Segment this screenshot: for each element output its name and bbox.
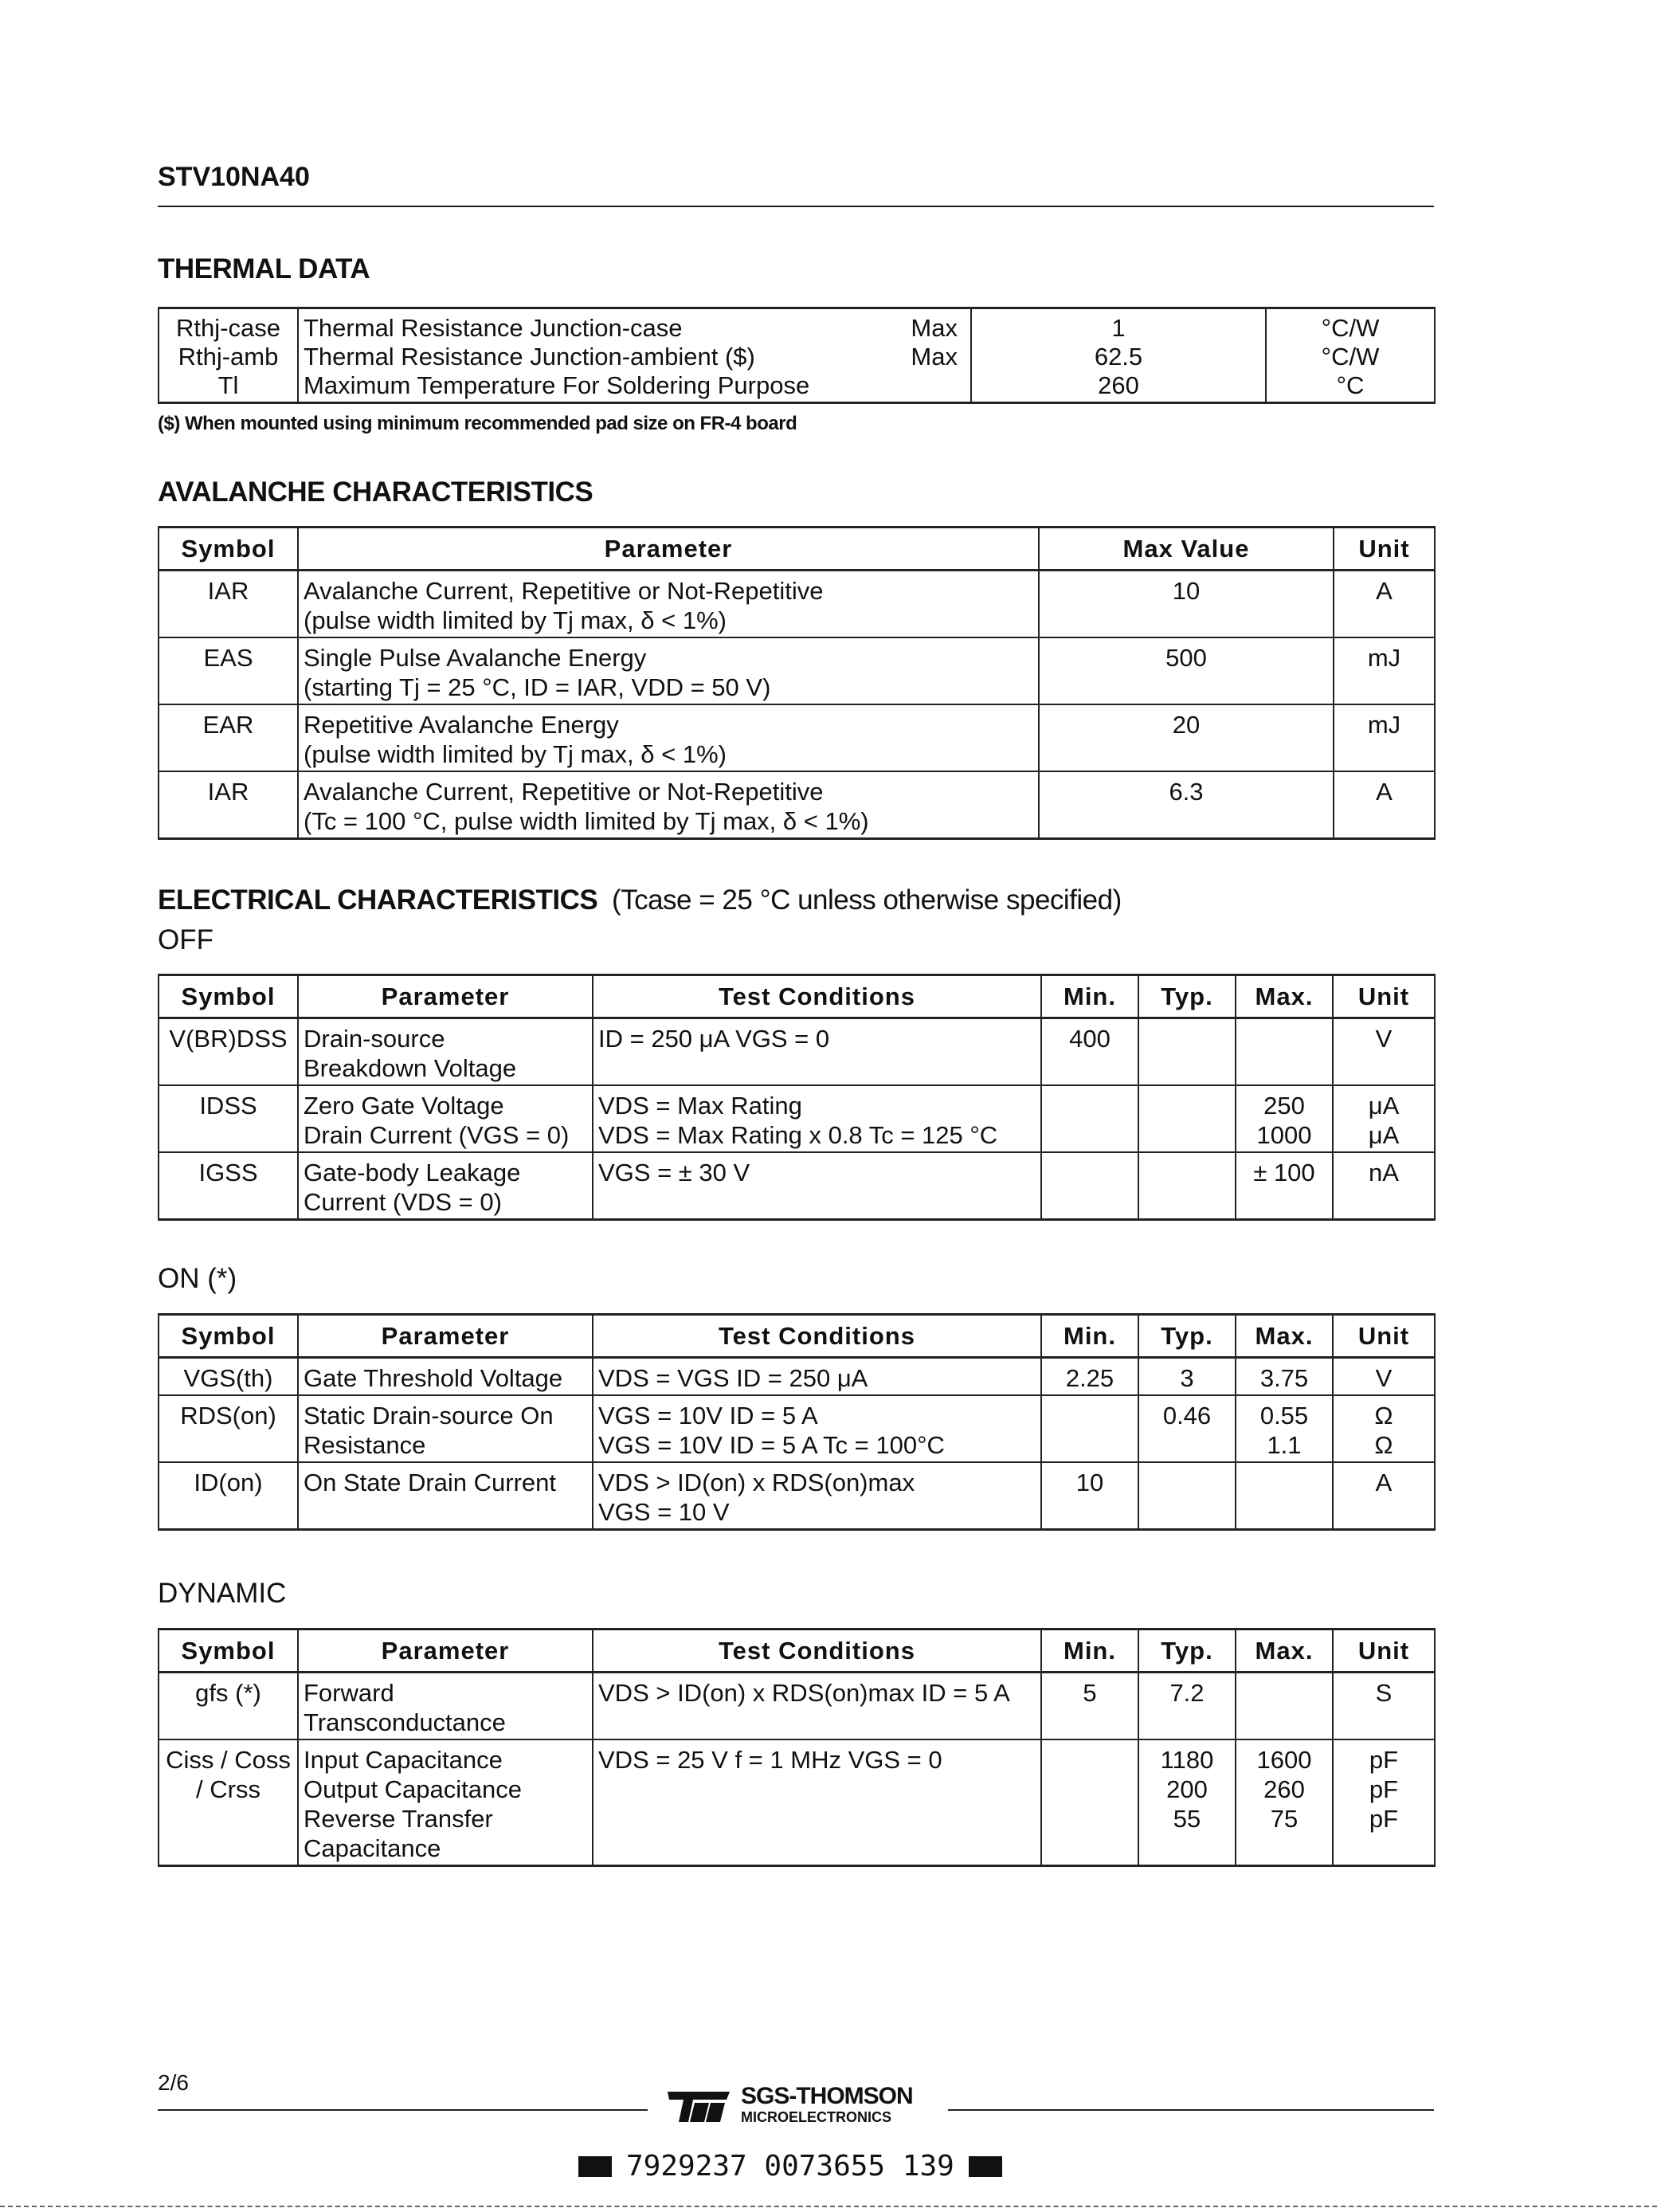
param-line: (pulse width limited by Tj max, δ < 1%) [304,740,727,768]
unit: Ω [1374,1431,1393,1459]
symbol: V(BR)DSS [159,1018,298,1086]
min [1041,1152,1138,1220]
avalanche-section-title: AVALANCHE CHARACTERISTICS [158,477,593,508]
test-line: VDS = Max Rating [598,1092,802,1120]
col-parameter: Parameter [298,528,1039,571]
param-line: Static Drain-source On [304,1402,554,1430]
param-line: (Tc = 100 °C, pulse width limited by Tj max, δ < 1%) [304,807,869,835]
col-min: Min. [1041,1315,1138,1358]
param-line: Single Pulse Avalanche Energy [304,644,647,672]
col-symbol: Symbol [159,528,298,571]
unit: μA [1368,1121,1400,1149]
qual-rthj-amb: Max [911,343,958,371]
test-line: VDS > ID(on) x RDS(on)max ID = 5 A [598,1679,1010,1707]
max: 1600 [1256,1746,1312,1774]
typ [1138,1152,1236,1220]
param-line: Output Capacitance [304,1775,523,1803]
typ [1138,1018,1236,1086]
value-rthj-case: 1 [1111,314,1126,342]
test-line: VDS > ID(on) x RDS(on)max [598,1469,915,1496]
symbol: IGSS [159,1152,298,1220]
symbol: ID(on) [159,1462,298,1530]
electrical-heading [158,884,1122,916]
footer-rule-left [158,2109,648,2111]
value: 10 [1039,571,1334,638]
symbol: IAR [159,771,298,839]
col-test-conditions: Test Conditions [593,1315,1041,1358]
thermal-footnote: ($) When mounted using minimum recommended pad size on FR-4 board [158,413,797,434]
unit: mJ [1334,704,1435,771]
value: 500 [1039,637,1334,704]
unit: A [1333,1462,1435,1530]
value: 6.3 [1039,771,1334,839]
col-min: Min. [1041,975,1138,1018]
col-typ: Typ. [1138,1630,1236,1673]
unit: μA [1368,1092,1400,1120]
company-logo [661,2083,913,2128]
footer-rule-right [948,2109,1434,2111]
black-mark-left [578,2156,612,2177]
param-line: Gate Threshold Voltage [304,1364,563,1392]
unit: Ω [1374,1402,1393,1430]
unit: A [1334,771,1435,839]
col-parameter: Parameter [298,1315,593,1358]
thermal-section-title: THERMAL DATA [158,253,370,284]
symbol: Ciss / Coss / Crss [159,1739,298,1866]
param-line: (starting Tj = 25 °C, ID = IAR, VDD = 50 V) [304,673,771,701]
min: 2.25 [1041,1358,1138,1396]
param-line: (pulse width limited by Tj max, δ < 1%) [304,606,727,634]
typ [1138,1462,1236,1530]
document-code [564,2150,1017,2183]
table-row [159,1085,1435,1152]
test-line: VGS = 10V ID = 5 A Tc = 100°C [598,1431,945,1459]
test-line: VDS = VGS ID = 250 μA [598,1364,868,1392]
value-rthj-amb: 62.5 [1094,343,1143,371]
max: 260 [1263,1775,1305,1803]
param-line: Avalanche Current, Repetitive or Not-Repetitive [304,778,824,806]
table-row [159,637,1435,704]
black-mark-right [969,2156,1002,2177]
param-tl: Maximum Temperature For Soldering Purpose [304,371,810,399]
unit: pF [1369,1805,1399,1833]
symbol-rthj-amb: Rthj-amb [178,343,279,371]
symbol-tl: Tl [217,371,239,399]
col-min: Min. [1041,1630,1138,1673]
dynamic-section-title: DYNAMIC [158,1578,287,1609]
test-line: VDS = Max Rating x 0.8 Tc = 125 °C [598,1121,998,1149]
min: 10 [1041,1462,1138,1530]
qual-rthj-case: Max [911,314,958,342]
unit-tl: °C [1336,371,1365,399]
table-row [159,571,1435,638]
col-max: Max. [1236,1630,1333,1673]
max: 0.55 [1259,1402,1309,1430]
table-row [159,771,1435,839]
test-line: VGS = 10V ID = 5 A [598,1402,818,1430]
typ: 1180 [1160,1746,1214,1774]
col-max-value: Max Value [1039,528,1334,571]
unit: nA [1333,1152,1435,1220]
barcode-text: 7929237 0073655 139 [626,2150,954,2183]
param-line: Zero Gate Voltage [304,1092,504,1120]
col-parameter: Parameter [298,975,593,1018]
max [1236,1462,1333,1530]
off-section-title: OFF [158,924,213,955]
unit: mJ [1334,637,1435,704]
param-line: Drain Current (VGS = 0) [304,1121,570,1149]
table-row [159,1358,1435,1396]
max: ± 100 [1236,1152,1333,1220]
max [1236,1673,1333,1740]
scan-edge-line [0,2206,1657,2209]
table-row [159,1395,1435,1462]
symbol-rthj-case: Rthj-case [176,314,280,342]
col-symbol: Symbol [159,1630,298,1673]
avalanche-table [158,526,1436,840]
param-line: Breakdown Voltage [304,1054,517,1082]
param-rthj-case: Thermal Resistance Junction-case [304,314,683,342]
table-row [159,1739,1435,1866]
param-line: Forward [304,1679,394,1707]
typ: 0.46 [1138,1395,1236,1462]
max: 250 [1263,1092,1305,1120]
off-table [158,974,1436,1221]
col-unit: Unit [1333,1630,1435,1673]
param-line: Resistance [304,1431,426,1459]
unit-rthj-case: °C/W [1321,314,1380,342]
value-tl: 260 [1098,371,1139,399]
col-test-conditions: Test Conditions [593,975,1041,1018]
col-max: Max. [1236,975,1333,1018]
symbol: VGS(th) [159,1358,298,1396]
symbol: RDS(on) [159,1395,298,1462]
symbol: gfs (*) [159,1673,298,1740]
col-test-conditions: Test Conditions [593,1630,1041,1673]
typ: 55 [1173,1805,1201,1833]
unit: A [1334,571,1435,638]
col-parameter: Parameter [298,1630,593,1673]
unit: V [1333,1358,1435,1396]
test-line: VGS = 10 V [598,1498,730,1526]
thermal-table [158,307,1436,404]
table-row [159,1018,1435,1086]
col-unit: Unit [1333,975,1435,1018]
col-typ: Typ. [1138,1315,1236,1358]
test-line: VGS = ± 30 V [598,1159,750,1186]
symbol: IDSS [159,1085,298,1152]
typ [1138,1085,1236,1152]
unit: V [1333,1018,1435,1086]
typ: 200 [1166,1775,1208,1803]
table-row [159,1673,1435,1740]
table-row [159,1152,1435,1220]
col-typ: Typ. [1138,975,1236,1018]
page-title: STV10NA40 [158,162,310,192]
min: 400 [1041,1018,1138,1086]
unit: pF [1369,1746,1399,1774]
param-line: Current (VDS = 0) [304,1188,502,1216]
electrical-condition: (Tcase = 25 °C unless otherwise specified) [611,884,1122,916]
test-line: ID = 250 μA VGS = 0 [598,1025,830,1053]
param-line: Transconductance [304,1708,506,1736]
param-line: Input Capacitance [304,1746,503,1774]
max: 1000 [1256,1121,1312,1149]
table-row [159,1462,1435,1530]
dynamic-table [158,1628,1436,1867]
max [1236,1018,1333,1086]
electrical-section-title: ELECTRICAL CHARACTERISTICS [158,884,598,916]
col-symbol: Symbol [159,975,298,1018]
col-symbol: Symbol [159,1315,298,1358]
max: 3.75 [1236,1358,1333,1396]
col-max: Max. [1236,1315,1333,1358]
param-line: On State Drain Current [304,1469,557,1496]
symbol: EAS [159,637,298,704]
param-line: Repetitive Avalanche Energy [304,711,619,739]
col-unit: Unit [1334,528,1435,571]
page-number: 2/6 [158,2070,189,2095]
param-line: Drain-source [304,1025,445,1053]
header-divider [158,206,1434,207]
unit-rthj-amb: °C/W [1321,343,1380,371]
min [1041,1085,1138,1152]
unit: S [1333,1673,1435,1740]
symbol: IAR [159,571,298,638]
symbol: EAR [159,704,298,771]
logo-name: SGS-THOMSON [741,2083,913,2109]
max: 1.1 [1267,1431,1302,1459]
st-logo-icon [661,2088,733,2125]
param-line: Gate-body Leakage [304,1159,521,1186]
typ: 7.2 [1138,1673,1236,1740]
min: 5 [1041,1673,1138,1740]
max: 75 [1270,1805,1299,1833]
param-rthj-amb: Thermal Resistance Junction-ambient ($) [304,343,755,371]
test-line: VDS = 25 V f = 1 MHz VGS = 0 [598,1746,942,1774]
min [1041,1739,1138,1866]
param-line: Reverse Transfer [304,1805,493,1833]
min [1041,1395,1138,1462]
table-row [159,704,1435,771]
typ: 3 [1138,1358,1236,1396]
param-line: Avalanche Current, Repetitive or Not-Repetitive [304,577,824,605]
logo-subtitle: MICROELECTRONICS [741,2109,891,2125]
param-line: Capacitance [304,1834,441,1862]
value: 20 [1039,704,1334,771]
on-table [158,1313,1436,1531]
on-section-title: ON (*) [158,1263,237,1294]
unit: pF [1369,1775,1399,1803]
col-unit: Unit [1333,1315,1435,1358]
